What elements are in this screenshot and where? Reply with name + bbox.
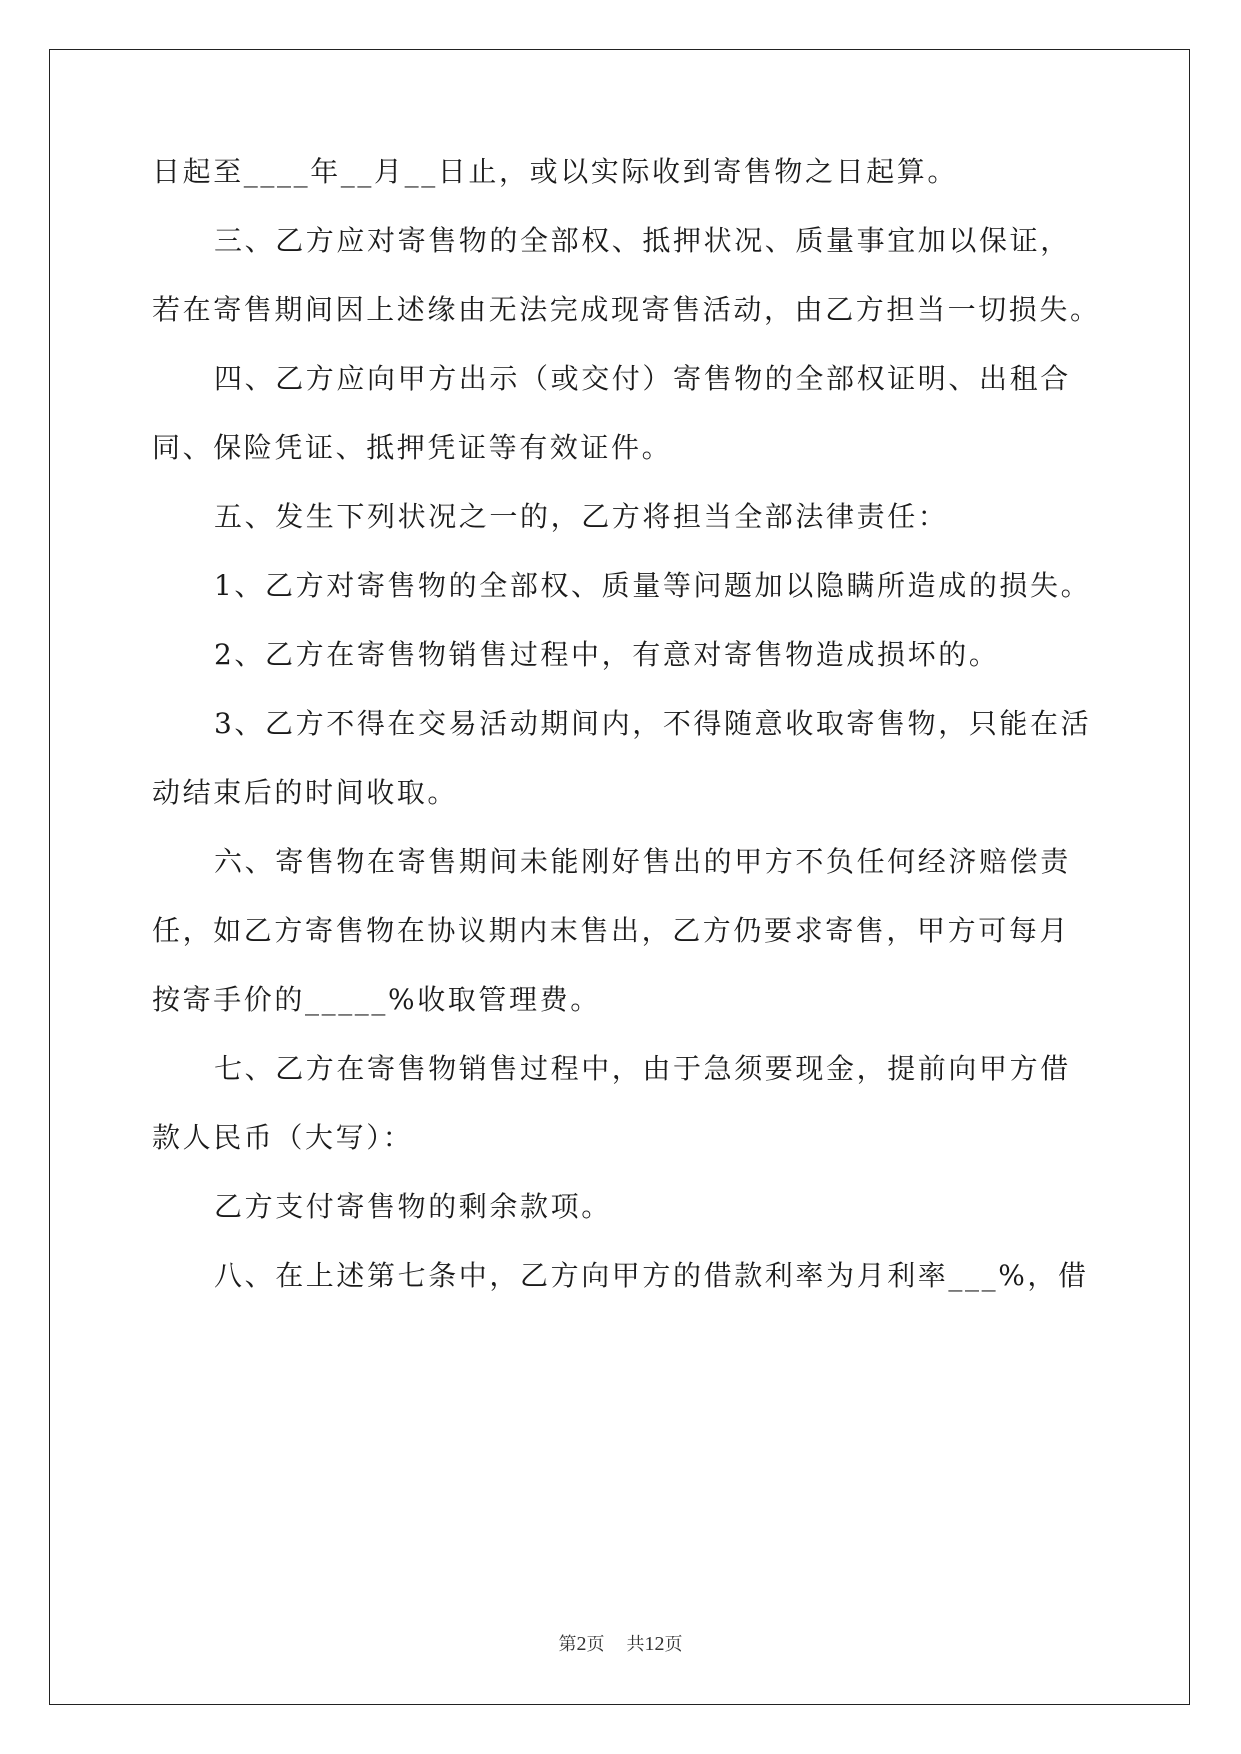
total-pages: 12: [644, 1633, 665, 1655]
text-line-13: 按寄手价的_____%收取管理费。: [152, 983, 601, 1016]
text-line-2: 三、乙方应对寄售物的全部权、抵押状况、质量事宜加以保证，: [214, 224, 1071, 257]
text-line-6: 五、发生下列状况之一的，乙方将担当全部法律责任：: [214, 500, 949, 533]
text-line-14: 七、乙方在寄售物销售过程中，由于急须要现金，提前向甲方借: [214, 1052, 1071, 1085]
total-suffix: 页: [664, 1634, 683, 1655]
text-line-16: 乙方支付寄售物的剩余款项。: [214, 1190, 612, 1223]
text-line-17: 八、在上述第七条中，乙方向甲方的借款利率为月利率___%，借: [214, 1259, 1089, 1292]
text-line-1: 日起至____年__月__日止，或以实际收到寄售物之日起算。: [152, 155, 959, 188]
page-prefix: 第: [558, 1634, 577, 1655]
text-line-3: 若在寄售期间因上述缘由无法完成现寄售活动，由乙方担当一切损失。: [152, 293, 1101, 326]
text-line-7: 1、乙方对寄售物的全部权、质量等问题加以隐瞒所造成的损失。: [214, 569, 1092, 602]
text-line-5: 同、保险凭证、抵押凭证等有效证件。: [152, 431, 673, 464]
text-line-12: 任，如乙方寄售物在协议期内末售出，乙方仍要求寄售，甲方可每月: [152, 914, 1071, 947]
text-line-15: 款人民币（大写）：: [152, 1121, 414, 1154]
page-number: 2: [576, 1633, 587, 1655]
total-prefix: 共: [626, 1634, 645, 1655]
text-line-10: 动结束后的时间收取。: [152, 776, 459, 809]
text-line-9: 3、乙方不得在交易活动期间内，不得随意收取寄售物，只能在活: [214, 707, 1092, 740]
text-line-11: 六、寄售物在寄售期间未能刚好售出的甲方不负任何经济赔偿责: [214, 845, 1071, 878]
page-footer: [0, 1632, 1241, 1657]
text-line-8: 2、乙方在寄售物销售过程中，有意对寄售物造成损坏的。: [214, 638, 1000, 671]
text-line-4: 四、乙方应向甲方出示（或交付）寄售物的全部权证明、出租合: [214, 362, 1071, 395]
page-suffix: 页: [586, 1634, 605, 1655]
